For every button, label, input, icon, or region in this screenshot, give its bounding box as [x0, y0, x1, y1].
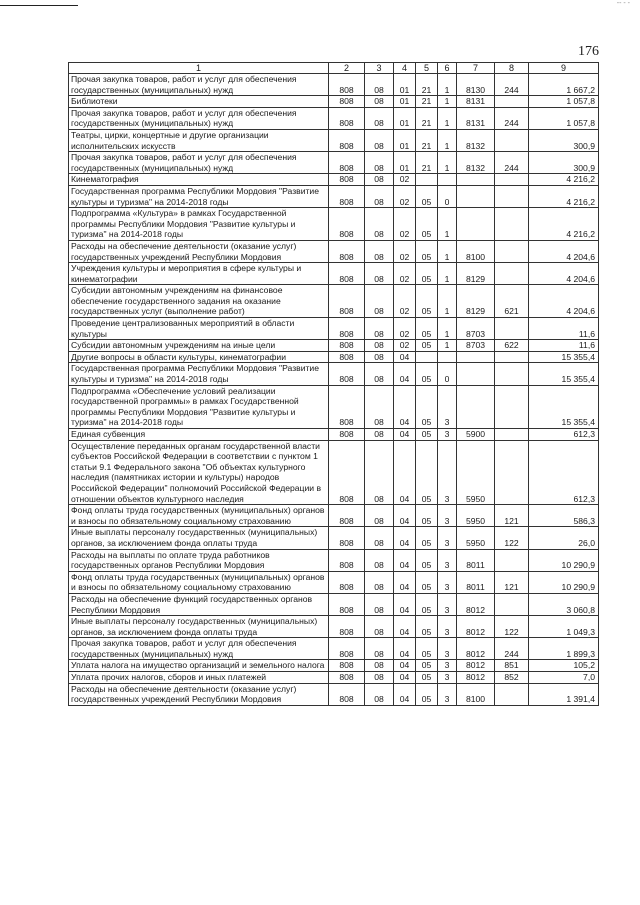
row-code-c8: 621 [495, 285, 529, 318]
row-code-c4: 02 [394, 340, 416, 352]
col-header: 4 [394, 63, 416, 74]
row-code-c5: 05 [416, 429, 438, 441]
row-code-c7 [457, 208, 495, 241]
row-code-c7: 8012 [457, 593, 495, 615]
row-code-c4: 01 [394, 129, 416, 151]
row-code-c5: 05 [416, 638, 438, 660]
row-code-c2: 808 [329, 263, 365, 285]
row-description: Прочая закупка товаров, работ и услуг для обеспечения государственных (муниципальных) нужд [69, 74, 329, 96]
row-code-c6: 1 [438, 96, 457, 108]
row-code-c6: 1 [438, 107, 457, 129]
row-code-c6: 3 [438, 571, 457, 593]
table-row [69, 340, 599, 352]
row-description: Иные выплаты персоналу государственных (муниципальных) органов, за исключением фонда оплаты труда [69, 527, 329, 549]
table-row [69, 571, 599, 593]
row-code-c8 [495, 429, 529, 441]
row-description: Прочая закупка товаров, работ и услуг для обеспечения государственных (муниципальных) нужд [69, 152, 329, 174]
row-code-c4: 01 [394, 152, 416, 174]
row-code-c6: 3 [438, 440, 457, 505]
row-code-c5: 05 [416, 593, 438, 615]
row-amount: 1 049,3 [529, 616, 599, 638]
row-code-c4: 02 [394, 263, 416, 285]
row-amount: 3 060,8 [529, 593, 599, 615]
row-code-c6: 3 [438, 683, 457, 705]
row-code-c3: 08 [365, 385, 394, 428]
row-code-c8 [495, 351, 529, 363]
row-code-c6 [438, 351, 457, 363]
row-code-c3: 08 [365, 549, 394, 571]
row-code-c8: 622 [495, 340, 529, 352]
row-code-c4: 04 [394, 571, 416, 593]
row-code-c5: 21 [416, 96, 438, 108]
row-code-c2: 808 [329, 340, 365, 352]
row-code-c5: 05 [416, 527, 438, 549]
row-code-c6: 0 [438, 363, 457, 385]
row-code-c3: 08 [365, 672, 394, 684]
row-code-c7: 8132 [457, 152, 495, 174]
row-code-c3: 08 [365, 429, 394, 441]
row-code-c7: 8703 [457, 340, 495, 352]
table-body [69, 74, 599, 706]
row-description: Библиотеки [69, 96, 329, 108]
row-code-c8 [495, 185, 529, 207]
row-code-c8 [495, 385, 529, 428]
row-code-c8 [495, 240, 529, 262]
row-description: Театры, цирки, концертные и другие организации исполнительских искусств [69, 129, 329, 151]
row-code-c3: 08 [365, 593, 394, 615]
row-description: Фонд оплаты труда государственных (муниципальных) органов и взносы по обязательному социальному страхованию [69, 505, 329, 527]
row-amount: 4 204,6 [529, 285, 599, 318]
row-code-c5: 21 [416, 74, 438, 96]
row-code-c5: 05 [416, 660, 438, 672]
row-code-c5: 05 [416, 363, 438, 385]
row-amount: 300,9 [529, 129, 599, 151]
row-code-c7: 8703 [457, 318, 495, 340]
row-code-c4: 04 [394, 549, 416, 571]
row-code-c3: 08 [365, 318, 394, 340]
table-row [69, 429, 599, 441]
row-code-c6: 1 [438, 263, 457, 285]
row-amount: 1 667,2 [529, 74, 599, 96]
table-row [69, 549, 599, 571]
row-amount: 4 216,2 [529, 174, 599, 186]
row-code-c8 [495, 263, 529, 285]
row-description: Осуществление переданных органам государственной власти субъектов Российской Федерации в соответствии с пунктом 1 статьи 9.1 Федерального закона "Об объектах культурного наследия (памятниках истории и культуры) народов Российской Федерации" полномочий Российской Федерации в отношении объектов культурного наследия [69, 440, 329, 505]
table-row [69, 638, 599, 660]
row-code-c2: 808 [329, 549, 365, 571]
row-code-c3: 08 [365, 107, 394, 129]
row-amount: 15 355,4 [529, 363, 599, 385]
row-code-c7: 8012 [457, 660, 495, 672]
row-code-c3: 08 [365, 174, 394, 186]
row-description: Единая субвенция [69, 429, 329, 441]
row-code-c8 [495, 96, 529, 108]
row-code-c3: 08 [365, 571, 394, 593]
row-description: Расходы на обеспечение деятельности (оказание услуг) государственных учреждений Республики Мордовия [69, 683, 329, 705]
row-description: Другие вопросы в области культуры, кинематографии [69, 351, 329, 363]
row-code-c6 [438, 174, 457, 186]
table-row [69, 593, 599, 615]
table-row [69, 672, 599, 684]
row-description: Подпрограмма «Культура» в рамках Государственной программы Республики Мордовия "Развитие культуры и туризма" на 2014-2018 годы [69, 208, 329, 241]
row-code-c5: 21 [416, 129, 438, 151]
row-code-c8 [495, 549, 529, 571]
row-description: Прочая закупка товаров, работ и услуг для обеспечения государственных (муниципальных) нужд [69, 638, 329, 660]
row-description: Субсидии автономным учреждениям на финансовое обеспечение государственного задания на оказание государственных услуг (выполнение работ) [69, 285, 329, 318]
row-code-c7: 8130 [457, 74, 495, 96]
row-code-c5: 05 [416, 208, 438, 241]
col-header: 6 [438, 63, 457, 74]
row-amount: 15 355,4 [529, 351, 599, 363]
row-code-c4: 04 [394, 638, 416, 660]
row-amount: 1 391,4 [529, 683, 599, 705]
row-code-c3: 08 [365, 240, 394, 262]
row-description: Кинематография [69, 174, 329, 186]
row-code-c8 [495, 174, 529, 186]
row-amount: 11,6 [529, 318, 599, 340]
row-code-c2: 808 [329, 571, 365, 593]
row-code-c7: 8131 [457, 96, 495, 108]
row-description: Расходы на обеспечение функций государственных органов Республики Мордовия [69, 593, 329, 615]
row-code-c3: 08 [365, 527, 394, 549]
row-code-c3: 08 [365, 351, 394, 363]
row-code-c6: 1 [438, 240, 457, 262]
row-description: Уплата прочих налогов, сборов и иных платежей [69, 672, 329, 684]
table-row [69, 263, 599, 285]
table-header-row [69, 63, 599, 74]
row-code-c4: 04 [394, 429, 416, 441]
row-code-c8: 244 [495, 638, 529, 660]
row-code-c7: 8100 [457, 683, 495, 705]
row-code-c6: 1 [438, 318, 457, 340]
corner-mark: -- - - [616, 0, 630, 7]
row-code-c2: 808 [329, 74, 365, 96]
row-code-c6: 3 [438, 549, 457, 571]
row-code-c5: 05 [416, 285, 438, 318]
row-amount: 10 290,9 [529, 571, 599, 593]
row-amount: 4 216,2 [529, 185, 599, 207]
table-row [69, 616, 599, 638]
row-code-c7: 8011 [457, 549, 495, 571]
row-code-c2: 808 [329, 185, 365, 207]
row-code-c7: 8011 [457, 571, 495, 593]
row-code-c6: 1 [438, 74, 457, 96]
page-number: 176 [578, 44, 599, 59]
row-code-c2: 808 [329, 174, 365, 186]
row-code-c7 [457, 351, 495, 363]
row-code-c4: 04 [394, 505, 416, 527]
row-code-c2: 808 [329, 129, 365, 151]
row-code-c8: 121 [495, 571, 529, 593]
col-header: 1 [69, 63, 329, 74]
row-code-c8: 244 [495, 152, 529, 174]
row-code-c7: 5950 [457, 505, 495, 527]
row-code-c4: 04 [394, 593, 416, 615]
row-code-c4: 04 [394, 616, 416, 638]
table-row [69, 96, 599, 108]
row-code-c2: 808 [329, 208, 365, 241]
row-code-c4: 02 [394, 240, 416, 262]
row-code-c2: 808 [329, 96, 365, 108]
row-code-c6: 3 [438, 385, 457, 428]
row-code-c5: 05 [416, 672, 438, 684]
table-row [69, 527, 599, 549]
row-code-c4: 02 [394, 285, 416, 318]
row-code-c2: 808 [329, 593, 365, 615]
row-code-c6: 3 [438, 638, 457, 660]
col-header: 5 [416, 63, 438, 74]
row-code-c8: 244 [495, 107, 529, 129]
row-description: Субсидии автономным учреждениям на иные цели [69, 340, 329, 352]
row-code-c3: 08 [365, 440, 394, 505]
row-code-c7 [457, 174, 495, 186]
row-code-c5 [416, 351, 438, 363]
row-code-c4: 01 [394, 96, 416, 108]
row-description: Расходы на выплаты по оплате труда работников государственных органов Республики Мордовия [69, 549, 329, 571]
row-code-c6: 0 [438, 185, 457, 207]
row-code-c7: 8129 [457, 285, 495, 318]
row-code-c5: 05 [416, 616, 438, 638]
row-code-c5: 05 [416, 263, 438, 285]
row-code-c3: 08 [365, 683, 394, 705]
row-code-c8: 852 [495, 672, 529, 684]
row-code-c6: 3 [438, 593, 457, 615]
table-row [69, 660, 599, 672]
row-code-c8 [495, 593, 529, 615]
row-code-c5: 05 [416, 549, 438, 571]
table-row [69, 440, 599, 505]
row-code-c4: 04 [394, 683, 416, 705]
row-code-c2: 808 [329, 385, 365, 428]
row-amount: 15 355,4 [529, 385, 599, 428]
col-header: 9 [529, 63, 599, 74]
row-code-c5: 05 [416, 505, 438, 527]
row-code-c6: 1 [438, 208, 457, 241]
row-code-c8: 122 [495, 527, 529, 549]
row-code-c6: 3 [438, 660, 457, 672]
row-code-c4: 04 [394, 660, 416, 672]
row-code-c3: 08 [365, 208, 394, 241]
row-code-c6: 3 [438, 505, 457, 527]
col-header: 8 [495, 63, 529, 74]
row-code-c8: 122 [495, 616, 529, 638]
row-code-c6: 3 [438, 672, 457, 684]
row-code-c6: 3 [438, 429, 457, 441]
row-code-c2: 808 [329, 285, 365, 318]
row-code-c6: 1 [438, 285, 457, 318]
row-code-c4: 04 [394, 527, 416, 549]
row-code-c2: 808 [329, 351, 365, 363]
row-code-c2: 808 [329, 440, 365, 505]
row-code-c7 [457, 185, 495, 207]
table-row [69, 208, 599, 241]
row-code-c2: 808 [329, 527, 365, 549]
row-code-c3: 08 [365, 638, 394, 660]
row-code-c6: 1 [438, 129, 457, 151]
table-row [69, 385, 599, 428]
row-code-c2: 808 [329, 429, 365, 441]
row-amount: 4 204,6 [529, 240, 599, 262]
row-code-c5: 21 [416, 107, 438, 129]
row-description: Государственная программа Республики Мордовия "Развитие культуры и туризма" на 2014-2018 годы [69, 363, 329, 385]
col-header: 2 [329, 63, 365, 74]
row-code-c7: 5950 [457, 527, 495, 549]
row-code-c3: 08 [365, 660, 394, 672]
table-row [69, 129, 599, 151]
row-code-c2: 808 [329, 318, 365, 340]
table-row [69, 285, 599, 318]
row-code-c5: 05 [416, 185, 438, 207]
row-code-c7: 5900 [457, 429, 495, 441]
row-code-c6: 3 [438, 527, 457, 549]
row-description: Проведение централизованных мероприятий в области культуры [69, 318, 329, 340]
row-code-c5: 05 [416, 571, 438, 593]
row-description: Учреждения культуры и мероприятия в сфере культуры и кинематографии [69, 263, 329, 285]
row-code-c3: 08 [365, 96, 394, 108]
col-header: 3 [365, 63, 394, 74]
row-code-c4: 02 [394, 174, 416, 186]
row-code-c7: 8132 [457, 129, 495, 151]
budget-table [68, 62, 599, 706]
row-code-c5: 05 [416, 318, 438, 340]
row-code-c8: 244 [495, 74, 529, 96]
row-description: Расходы на обеспечение деятельности (оказание услуг) государственных учреждений Республики Мордовия [69, 240, 329, 262]
row-description: Фонд оплаты труда государственных (муниципальных) органов и взносы по обязательному социальному страхованию [69, 571, 329, 593]
table-row [69, 505, 599, 527]
table-row [69, 185, 599, 207]
row-code-c3: 08 [365, 505, 394, 527]
row-description: Уплата налога на имущество организаций и земельного налога [69, 660, 329, 672]
row-code-c5: 05 [416, 683, 438, 705]
row-code-c6: 1 [438, 340, 457, 352]
row-amount: 586,3 [529, 505, 599, 527]
row-code-c2: 808 [329, 240, 365, 262]
row-code-c4: 04 [394, 385, 416, 428]
row-code-c3: 08 [365, 263, 394, 285]
row-amount: 612,3 [529, 440, 599, 505]
row-code-c3: 08 [365, 152, 394, 174]
table-row [69, 318, 599, 340]
row-code-c7: 8131 [457, 107, 495, 129]
row-code-c3: 08 [365, 185, 394, 207]
row-amount: 4 204,6 [529, 263, 599, 285]
row-code-c5: 05 [416, 240, 438, 262]
row-code-c4: 01 [394, 107, 416, 129]
row-code-c5 [416, 174, 438, 186]
row-code-c8 [495, 363, 529, 385]
top-rule [0, 5, 78, 6]
row-code-c4: 02 [394, 185, 416, 207]
row-code-c6: 1 [438, 152, 457, 174]
row-code-c7: 8012 [457, 672, 495, 684]
row-code-c2: 808 [329, 107, 365, 129]
row-code-c8 [495, 440, 529, 505]
table-row [69, 152, 599, 174]
row-amount: 1 057,8 [529, 96, 599, 108]
row-description: Иные выплаты персоналу государственных (муниципальных) органов, за исключением фонда оплаты труда [69, 616, 329, 638]
row-code-c5: 05 [416, 440, 438, 505]
table-row [69, 240, 599, 262]
row-code-c2: 808 [329, 505, 365, 527]
table-row [69, 363, 599, 385]
table-row [69, 683, 599, 705]
row-code-c3: 08 [365, 129, 394, 151]
row-code-c2: 808 [329, 638, 365, 660]
row-code-c2: 808 [329, 660, 365, 672]
row-code-c8: 121 [495, 505, 529, 527]
row-amount: 4 216,2 [529, 208, 599, 241]
row-amount: 105,2 [529, 660, 599, 672]
row-code-c7: 8012 [457, 638, 495, 660]
row-amount: 26,0 [529, 527, 599, 549]
row-code-c4: 04 [394, 672, 416, 684]
row-code-c2: 808 [329, 152, 365, 174]
row-code-c5: 21 [416, 152, 438, 174]
row-amount: 1 057,8 [529, 107, 599, 129]
row-code-c3: 08 [365, 285, 394, 318]
row-code-c8 [495, 318, 529, 340]
row-description: Прочая закупка товаров, работ и услуг для обеспечения государственных (муниципальных) нужд [69, 107, 329, 129]
row-code-c4: 02 [394, 318, 416, 340]
row-code-c8 [495, 208, 529, 241]
table-row [69, 351, 599, 363]
row-code-c7: 8100 [457, 240, 495, 262]
row-code-c8 [495, 129, 529, 151]
row-code-c7 [457, 385, 495, 428]
row-code-c2: 808 [329, 683, 365, 705]
col-header: 7 [457, 63, 495, 74]
row-code-c4: 04 [394, 440, 416, 505]
row-code-c2: 808 [329, 363, 365, 385]
row-code-c8 [495, 683, 529, 705]
row-amount: 10 290,9 [529, 549, 599, 571]
table-row [69, 174, 599, 186]
row-code-c2: 808 [329, 616, 365, 638]
row-code-c4: 04 [394, 363, 416, 385]
row-code-c4: 04 [394, 351, 416, 363]
row-amount: 300,9 [529, 152, 599, 174]
row-description: Государственная программа Республики Мордовия "Развитие культуры и туризма" на 2014-2018 годы [69, 185, 329, 207]
row-code-c5: 05 [416, 385, 438, 428]
row-code-c3: 08 [365, 340, 394, 352]
table-row [69, 107, 599, 129]
row-code-c8: 851 [495, 660, 529, 672]
row-code-c3: 08 [365, 616, 394, 638]
row-description: Подпрограмма «Обеспечение условий реализации государственной программы» в рамках Государственной программы Республики Мордовия "Развитие культуры и туризма" на 2014-2018 годы [69, 385, 329, 428]
row-amount: 612,3 [529, 429, 599, 441]
row-code-c3: 08 [365, 363, 394, 385]
row-code-c7: 8129 [457, 263, 495, 285]
row-code-c3: 08 [365, 74, 394, 96]
table-row [69, 74, 599, 96]
row-code-c7 [457, 363, 495, 385]
row-code-c5: 05 [416, 340, 438, 352]
row-amount: 7,0 [529, 672, 599, 684]
row-code-c6: 3 [438, 616, 457, 638]
row-amount: 1 899,3 [529, 638, 599, 660]
row-amount: 11,6 [529, 340, 599, 352]
row-code-c4: 02 [394, 208, 416, 241]
row-code-c2: 808 [329, 672, 365, 684]
row-code-c4: 01 [394, 74, 416, 96]
row-code-c7: 5950 [457, 440, 495, 505]
row-code-c7: 8012 [457, 616, 495, 638]
